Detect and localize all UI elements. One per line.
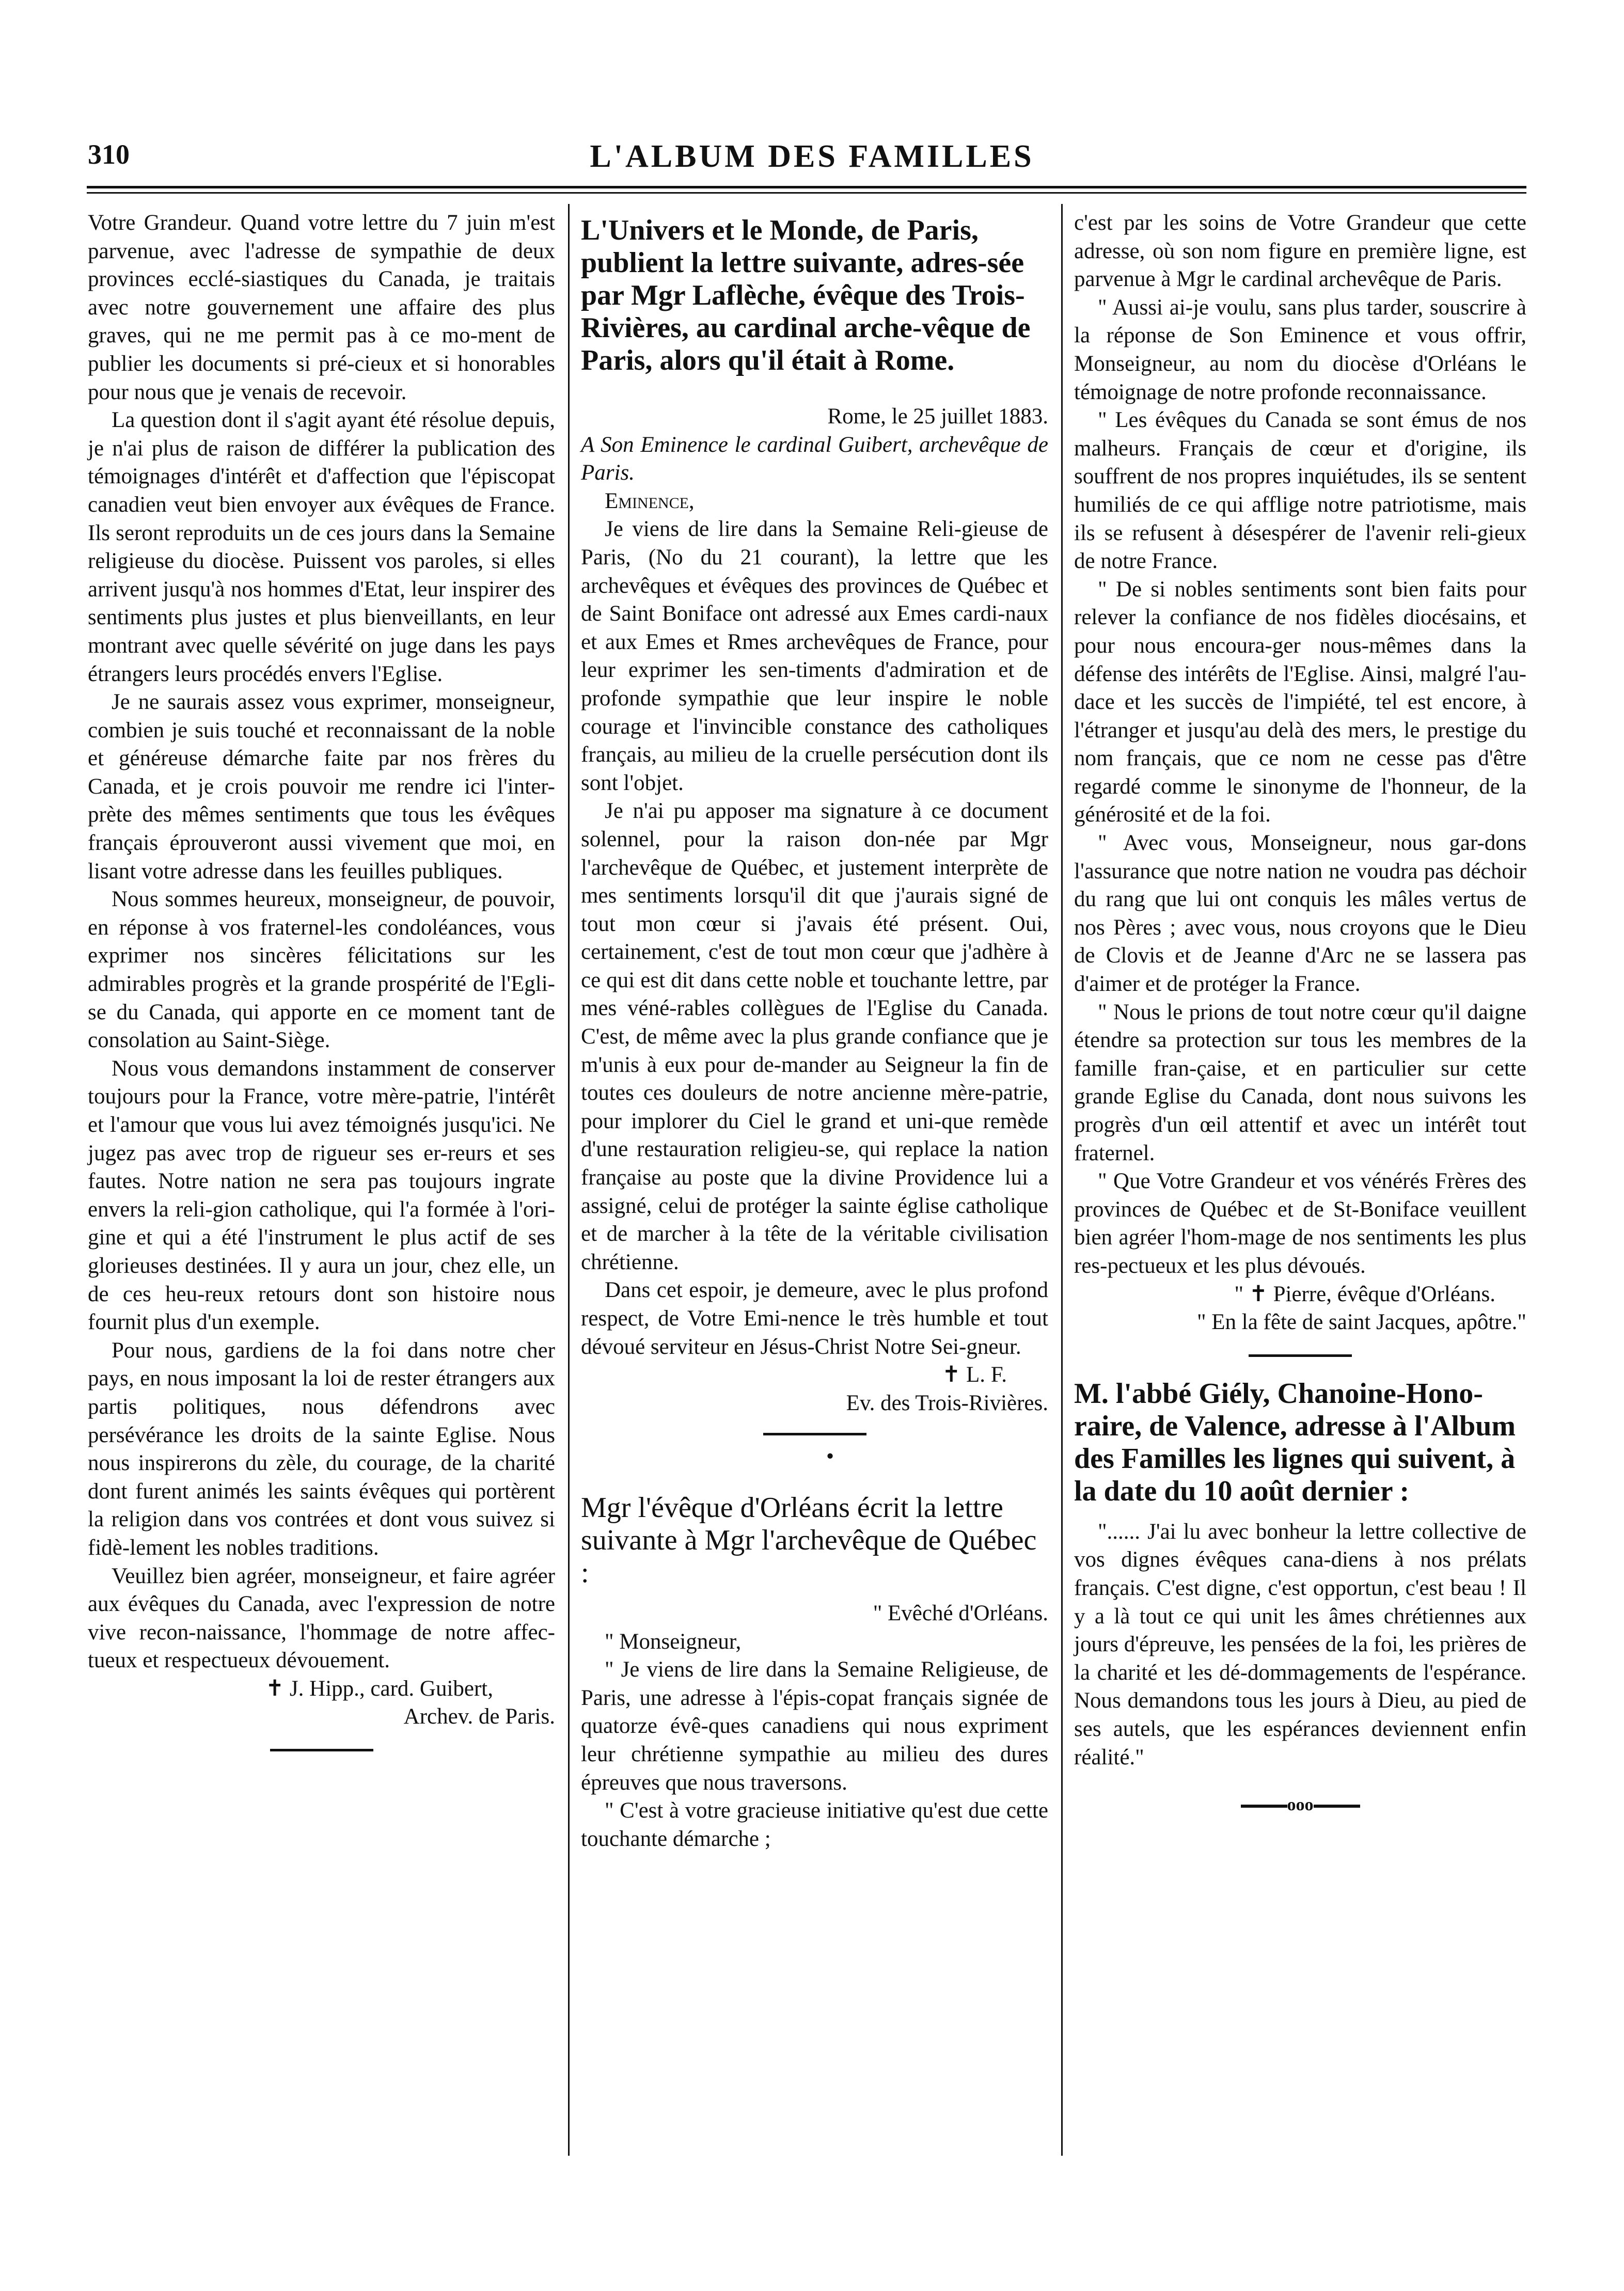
paragraph: " De si nobles sentiments sont bien faits pour relever la confiance de nos fidèles diocésains, et pour nous encoura-ger nous-mêmes dans la défense des intérêts de l'Eglise. Ainsi, malgré l'au-dace et les succès de l'impiété, tel est encore, à l'étranger et jusqu'au delà des mers, le prestige du nom français, que ce nom ne cesse pas d'être regardé comme le sinonyme de l'honneur, de la générosité et de la foi. xyxy=(1074,577,1526,827)
dateline: Rome, le 25 juillet 1883. xyxy=(827,404,1048,429)
signature: ✝ L. F. xyxy=(942,1363,1007,1387)
end-ornament: ooo xyxy=(1074,1791,1526,1820)
article-heading: Mgr l'évêque d'Orléans écrit la lettre suivante à Mgr l'archevêque de Québec : xyxy=(581,1491,1037,1589)
signature-date: " En la fête de saint Jacques, apôtre." xyxy=(1196,1310,1526,1335)
paragraph: La question dont il s'agit ayant été résolue depuis, je n'ai plus de raison de différer la publication des témoignages d'intérêt et d'affection que l'épiscopat canadien veut bien envoyer aux évêques de France. Ils seront reproduits un de ces jours dans la Semaine religieuse du diocèse. Puissent vos paroles, si elles arrivent jusqu'à nos hommes d'Etat, leur inspirer des sentiments plus justes et plus bienveillants, en leur montrant avec quelle sévérité on juge dans les pays étrangers leurs procédés envers l'Eglise. xyxy=(88,408,555,686)
paragraph: Veuillez bien agréer, monseigneur, et faire agréer aux évêques du Canada, avec l'expression de notre vive recon-naissance, l'hommage de notre affec-tueux et respectueux dévouement. xyxy=(88,1563,555,1673)
paragraph: " Les évêques du Canada se sont émus de nos malheurs. Français de cœur et d'origine, ils souffrent de nos propres inquiétudes, ils se sentent humiliés de ce qui afflige notre patriotisme, mais ils se refusent à désespérer de l'avenir reli-gieux de notre France. xyxy=(1074,408,1526,574)
signature-title: Archev. de Paris. xyxy=(403,1704,555,1729)
separator-rule xyxy=(270,1749,373,1751)
page-header xyxy=(0,138,1624,180)
paragraph: Je n'ai pu apposer ma signature à ce document solennel, pour la raison don-née par Mgr l'archevêque de Québec, et justement interprète de mes sentiments lorsqu'il dit que j'aurais signé de tout mon cœur si j'avais été présent. Oui, certainement, c'est de tout mon cœur que j'adhère à ce qui est dit dans cette noble et touchante lettre, par mes véné-rables collègues de l'Eglise du Canada. C'est, de même avec la plus grande confiance que je m'unis à eux pour de-mander au Seigneur la fin de toutes ces douleurs de notre ancienne mère-patrie, pour implorer du Ciel le grand et uni-que remède d'une restauration religieu-se, qui replace la nation française au poste que la divine Providence lui a assigné, celui de protéger la sainte église catholique et de marcher à la tête de la véritable civilisation chrétienne. xyxy=(581,799,1048,1274)
paragraph: Nous sommes heureux, monseigneur, de pouvoir, en réponse à vos fraternel-les condoléances, vous exprimer nos sincères félicitations sur les admirables progrès et la grande prospérité de l'Egli-se du Canada, qui apporte en ce moment tant de consolation au Saint-Siège. xyxy=(88,887,555,1053)
journal-title: L'ALBUM DES FAMILLES xyxy=(590,139,1034,174)
column-1 xyxy=(88,209,555,1769)
paragraph: " C'est à votre gracieuse initiative qu'est due cette touchante démarche ; xyxy=(581,1798,1048,1851)
paragraph: " Avec vous, Monseigneur, nous gar-dons l'assurance que notre nation ne voudra pas déchoir du rang que lui ont conquis les mâles vertus de nos Pères ; avec vous, nous croyons que le Dieu de Clovis et de Jeanne d'Arc ne se lassera pas d'aimer et de protéger la France. xyxy=(1074,831,1526,997)
signature: ✝ J. Hipp., card. Guibert, xyxy=(265,1676,493,1701)
article-heading: M. l'abbé Giély, Chanoine-Hono-raire, de Valence, adresse à l'Album des Familles les lignes qui suivent, à la date du 10 août dernier : xyxy=(1074,1377,1516,1507)
paragraph: Votre Grandeur. Quand votre lettre du 7 juin m'est parvenue, avec l'adresse de sympathie de deux provinces ecclé-siastiques du Canada, je traitais avec notre gouvernement une affaire des plus graves, qui ne me permit pas à ce mo-ment de publier les documents si pré-cieux et si honorables pour nous que je venais de recevoir. xyxy=(88,211,555,404)
header-rule-thin xyxy=(87,192,1526,194)
column-2 xyxy=(581,209,1048,1853)
paragraph: Pour nous, gardiens de la foi dans notre cher pays, en nous imposant la loi de rester étrangers aux partis politiques, nous défendrons avec persévérance les droits de la sainte Eglise. Nous nous inspirerons du zèle, du courage, de la charité dont furent animés les saints évêques qui portèrent la religion dans vos contrées et dont vous suivez si fidè-lement les nobles traditions. xyxy=(88,1338,555,1560)
ornament-dot: • xyxy=(826,1444,834,1469)
paragraph: Nous vous demandons instamment de conserver toujours pour la France, votre mère-patrie, l'intérêt et l'amour que vous lui avez témoignés jusqu'ici. Ne jugez pas avec trop de rigueur ses er-reurs et ses fautes. Notre nation ne sera pas toujours ingrate envers la reli-gion catholique, qui l'a formée à l'ori-gine et qui a été l'instrument le plus actif de ses glorieuses destinées. Il y aura un jour, chez elle, un de ces heu-reux retours dont son histoire nous fournit plus d'un exemple. xyxy=(88,1056,555,1335)
paragraph: c'est par les soins de Votre Grandeur que cette adresse, où son nom figure en première ligne, est parvenue à Mgr le cardinal archevêque de Paris. xyxy=(1074,211,1526,292)
header-rule xyxy=(87,186,1526,188)
separator-rule xyxy=(763,1433,866,1435)
paragraph: " Que Votre Grandeur et vos vénérés Frères des provinces de Québec et de St-Boniface veuillent bien agréer l'hom-mage de nos sentiments les plus res-pectueux et les plus dévoués. xyxy=(1074,1169,1526,1278)
paragraph: " Aussi ai-je voulu, sans plus tarder, souscrire à la réponse de Son Eminence et vous offrir, Monseigneur, au nom du diocèse d'Orléans le témoignage de notre profonde reconnaissance. xyxy=(1074,295,1526,404)
paragraph: Je ne saurais assez vous exprimer, monseigneur, combien je suis touché et reconnaissant de la noble et généreuse démarche faite par nos frères du Canada, et je crois pouvoir me rendre ici l'inter-prète des mêmes sentiments que tous les évêques français éprouveront aussi vivement que moi, en lisant votre adresse dans les feuilles publiques. xyxy=(88,690,555,883)
page-number: 310 xyxy=(88,139,130,170)
separator-rule xyxy=(1249,1354,1352,1357)
article-heading: L'Univers et le Monde, de Paris, publient la lettre suivante, adres-sée par Mgr Laflèche, évêque des Trois-Rivières, au cardinal arche-vêque de Paris, alors qu'il était à Rome. xyxy=(581,214,1031,376)
salutation: " Monseigneur, xyxy=(605,1629,742,1654)
paragraph: "...... J'ai lu avec bonheur la lettre collective de vos dignes évêques cana-diens à nos prélats français. C'est digne, c'est opportun, c'est beau ! Il y a là tout ce qui unit les âmes chrétiennes aux jours d'épreuve, les pensées de la foi, les prières de la charité et les dé-dommagements de l'espérance. Nous demandons tous les jours à Dieu, au pied de ses autels, que les espérances deviennent enfin réalité." xyxy=(1074,1519,1526,1769)
signature: " ✝ Pierre, évêque d'Orléans. xyxy=(1234,1282,1495,1306)
place-line: " Evêché d'Orléans. xyxy=(873,1601,1048,1625)
signature-title: Ev. des Trois-Rivières. xyxy=(846,1391,1048,1415)
paragraph: Je viens de lire dans la Semaine Reli-gieuse de Paris, (No du 21 courant), la lettre que les archevêques et évêques des provinces de Québec et de Saint Boniface ont adressé aux Emes cardi-naux et aux Emes et Rmes archevêques de France, pour leur exprimer les sen-timents d'admiration et de profonde sympathie que leur inspire le noble courage et l'invincible constance des catholiques français, au milieu de la cruelle persécution dont ils sont l'objet. xyxy=(581,517,1048,795)
salutation: Eminence, xyxy=(605,488,695,513)
column-3 xyxy=(1074,209,1526,1820)
paragraph: " Je viens de lire dans la Semaine Religieuse, de Paris, une adresse à l'épis-copat français signée de quatorze évê-ques canadiens qui nous expriment leur chrétienne sympathie au milieu des dures épreuves que nous traversons. xyxy=(581,1657,1048,1795)
paragraph: " Nous le prions de tout notre cœur qu'il daigne étendre sa protection sur tous les membres de la famille fran-çaise, et en particulier sur cette grande Eglise du Canada, dont nous suivons les progrès d'un œil attentif et avec un intérêt tout fraternel. xyxy=(1074,1000,1526,1165)
paragraph: Dans cet espoir, je demeure, avec le plus profond respect, de Votre Emi-nence le très humble et tout dévoué serviteur en Jésus-Christ Notre Sei-gneur. xyxy=(581,1278,1048,1359)
column-divider xyxy=(1061,204,1063,2156)
column-divider xyxy=(568,204,570,2156)
addressee: A Son Eminence le cardinal Guibert, archevêque de Paris. xyxy=(581,432,1048,485)
